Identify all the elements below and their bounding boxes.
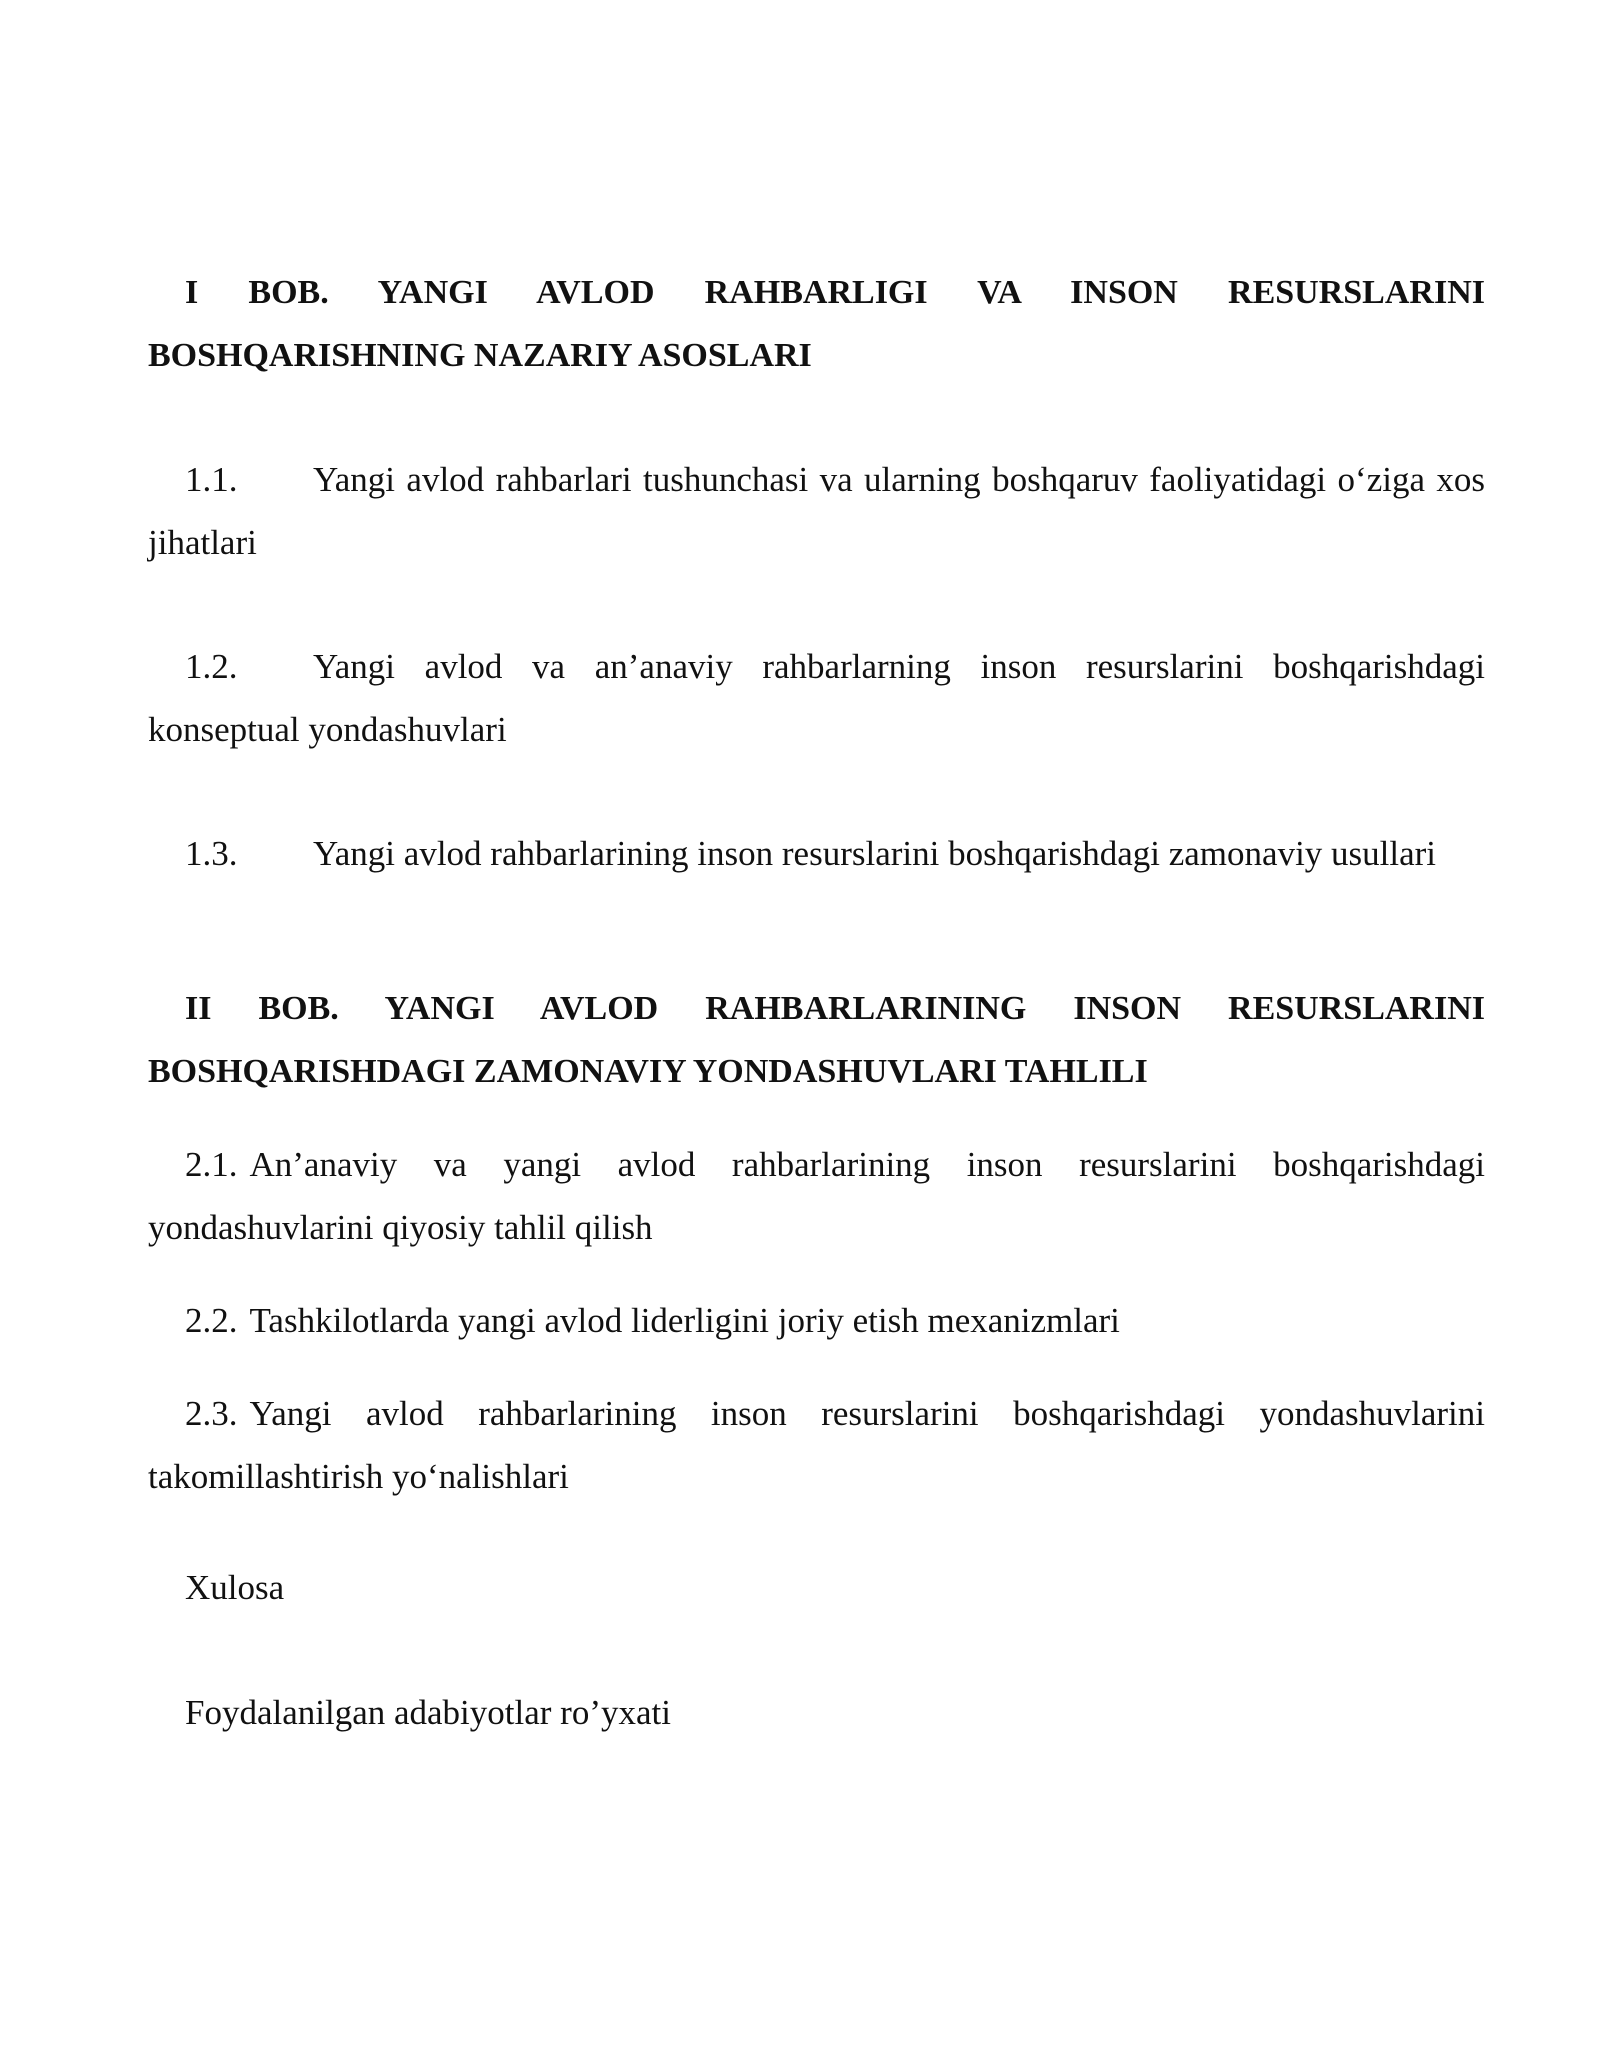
section-number: 1.1. (185, 460, 238, 499)
section-2-2 (148, 1289, 1485, 1352)
conclusion-entry: Xulosa (185, 1568, 285, 1607)
chapter-2-title: II BOB. YANGI AVLOD RAHBARLARINING INSON RESURSLARINI BOSHQARISHDAGI ZAMONAVIY YONDASHUVLARI TAHLILI (148, 990, 1485, 1090)
section-number: 2.1. (185, 1145, 238, 1184)
section-title: Tashkilotlarda yangi avlod liderligini joriy etish mexanizmlari (249, 1301, 1120, 1340)
section-number: 2.3. (185, 1394, 238, 1433)
chapter-1-heading (148, 261, 1485, 387)
section-title: An’anaviy va yangi avlod rahbarlarining inson resurslarini boshqarishdagi yondashuvlarini qiyosiy tahlil qilish (148, 1145, 1485, 1247)
section-2-1 (148, 1133, 1485, 1259)
section-number: 2.2. (185, 1301, 238, 1340)
chapter-2-heading (148, 977, 1485, 1103)
section-title: Yangi avlod rahbarlarining inson resurslarini boshqarishdagi zamonaviy usullari (313, 834, 1437, 873)
section-1-1 (148, 448, 1485, 574)
section-1-2 (148, 635, 1485, 761)
section-title: Yangi avlod rahbarlarining inson resurslarini boshqarishdagi yondashuvlarini takomillashtirish yo‘nalishlari (148, 1394, 1485, 1496)
section-2-3 (148, 1382, 1485, 1508)
section-title: Yangi avlod va an’anaviy rahbarlarning inson resurslarini boshqarishdagi konseptual yondashuvlari (148, 647, 1485, 749)
section-1-3 (148, 822, 1485, 885)
references-entry: Foydalanilgan adabiyotlar ro’yxati (185, 1693, 671, 1732)
section-title: Yangi avlod rahbarlari tushunchasi va ularning boshqaruv faoliyatidagi o‘ziga xos jihatlari (148, 460, 1485, 562)
section-number: 1.2. (185, 647, 238, 686)
section-number: 1.3. (185, 834, 238, 873)
chapter-1-title: I BOB. YANGI AVLOD RAHBARLIGI VA INSON RESURSLARINI BOSHQARISHNING NAZARIY ASOSLARI (148, 274, 1485, 374)
